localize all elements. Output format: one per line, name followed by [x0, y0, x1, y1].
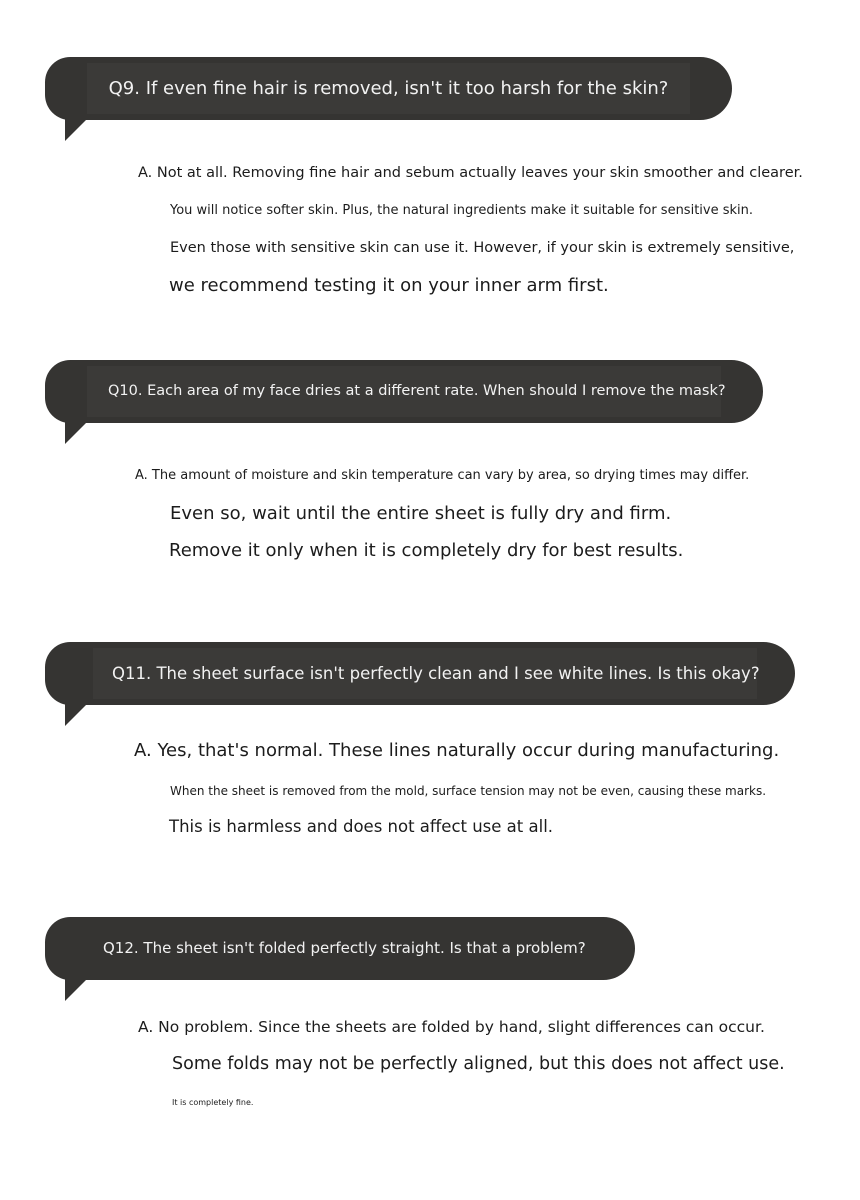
question-text: Q11. The sheet surface isn't perfectly clean and I see white lines. Is this okay? — [112, 664, 760, 683]
answer-line: Even those with sensitive skin can use it. However, if your skin is extremely sensitive, — [170, 240, 795, 256]
answer-line: Some folds may not be perfectly aligned, but this does not affect use. — [172, 1054, 785, 1074]
question-bubble — [45, 360, 763, 423]
answer-line: When the sheet is removed from the mold, surface tension may not be even, causing these marks. — [170, 784, 767, 798]
answer-line: It is completely fine. — [172, 1098, 254, 1107]
answer-line: A. Yes, that's normal. These lines naturally occur during manufacturing. — [134, 740, 780, 761]
answer-line: A. No problem. Since the sheets are folded by hand, slight differences can occur. — [138, 1018, 765, 1036]
answer-line: Remove it only when it is completely dry for best results. — [169, 540, 684, 561]
question-text: Q9. If even fine hair is removed, isn't it too harsh for the skin? — [108, 78, 669, 99]
question-bubble — [45, 642, 795, 705]
question-bubble — [45, 917, 635, 980]
question-text: Q10. Each area of my face dries at a different rate. When should I remove the mask? — [108, 383, 726, 399]
answer-line: You will notice softer skin. Plus, the natural ingredients make it suitable for sensitive skin. — [170, 203, 754, 218]
answer-line: Even so, wait until the entire sheet is fully dry and firm. — [170, 503, 672, 524]
answer-line: This is harmless and does not affect use at all. — [169, 817, 554, 836]
answer-line: we recommend testing it on your inner arm first. — [169, 275, 609, 296]
answer-line: A. The amount of moisture and skin temperature can vary by area, so drying times may differ. — [135, 468, 750, 483]
answer-line: A. Not at all. Removing fine hair and sebum actually leaves your skin smoother and clearer. — [138, 165, 803, 181]
question-text: Q12. The sheet isn't folded perfectly straight. Is that a problem? — [103, 939, 586, 957]
question-bubble — [45, 57, 732, 120]
